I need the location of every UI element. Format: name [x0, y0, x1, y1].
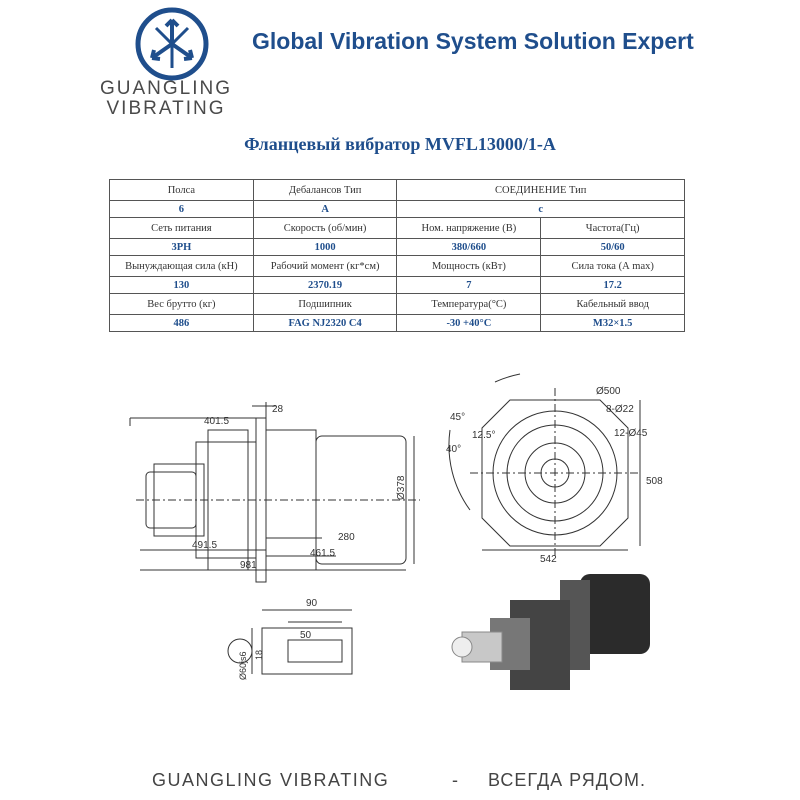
dim-label: 280 [338, 532, 355, 543]
technical-drawing [0, 360, 800, 760]
dim-label: 12-Ø45 [614, 428, 648, 439]
dim-label: 18 [254, 649, 264, 660]
table-cell-label: Вес брутто (кг) [110, 294, 254, 315]
table-cell-value: 17.2 [541, 277, 685, 294]
table-cell-label: Дебалансов Тип [253, 180, 397, 201]
table-row [110, 294, 685, 315]
footer-slogan: ВСЕГДА РЯДОМ. [488, 770, 646, 790]
table-cell-label: Сеть питания [110, 218, 254, 239]
table-cell-value: M32×1.5 [541, 315, 685, 332]
dim-label: Ø500 [596, 386, 621, 397]
table-cell-value: FAG NJ2320 C4 [253, 315, 397, 332]
table-cell-value: 6 [110, 201, 254, 218]
dim-label: 12.5° [472, 430, 496, 441]
table-cell-label: СОЕДИНЕНИЕ Тип [397, 180, 685, 201]
table-cell-label: Подшипник [253, 294, 397, 315]
table-cell-value: 486 [110, 315, 254, 332]
dim-label: Ø378 [396, 475, 407, 500]
table-cell-label: Сила тока (А max) [541, 256, 685, 277]
dim-label: 45° [450, 412, 466, 423]
dim-label: 981 [240, 560, 257, 571]
table-cell-value: 380/660 [397, 239, 541, 256]
table-cell-label: Скорость (об/мин) [253, 218, 397, 239]
vibrator-3d-render [452, 574, 650, 690]
table-cell-label: Мощность (кВт) [397, 256, 541, 277]
dim-label: 461.5 [310, 548, 336, 559]
footer-brand: GUANGLING VIBRATING [152, 770, 390, 790]
front-view-drawing [449, 374, 640, 558]
brand-name-line1: GUANGLING [99, 78, 233, 99]
page-title: Фланцевый вибратор MVFL13000/1-A [244, 134, 556, 154]
side-view-drawing [130, 402, 420, 582]
table-cell-value: 2370.19 [253, 277, 397, 294]
brand-name-line2: VIBRATING [106, 98, 226, 119]
table-cell-label: Ном. напряжение (В) [397, 218, 541, 239]
table-row [110, 239, 685, 256]
table-cell-value: 1000 [253, 239, 397, 256]
table-row [110, 315, 685, 332]
table-cell-value: 50/60 [541, 239, 685, 256]
table-cell-value: 3PH [110, 239, 254, 256]
dim-label: 401.5 [204, 416, 230, 427]
vibration-logo-icon [134, 6, 210, 82]
dim-label: 8-Ø22 [606, 404, 634, 415]
table-cell-value: A [253, 201, 397, 218]
table-row [110, 180, 685, 201]
table-cell-value: c [397, 201, 685, 218]
table-cell-label: Рабочий момент (кг*см) [253, 256, 397, 277]
dim-label: 50 [300, 630, 312, 641]
table-row [110, 218, 685, 239]
footer-separator: - [452, 770, 458, 790]
dim-label: 491.5 [192, 540, 218, 551]
table-cell-label: Частота(Гц) [541, 218, 685, 239]
table-row [110, 256, 685, 277]
dim-label: Ø60js6 [238, 651, 248, 680]
spec-table [109, 179, 685, 332]
table-cell-label: Температура(°С) [397, 294, 541, 315]
dim-label: 40° [446, 444, 462, 455]
table-row [110, 201, 685, 218]
dim-label: 508 [646, 476, 663, 487]
dim-label: 28 [272, 404, 284, 415]
table-cell-value: 130 [110, 277, 254, 294]
dim-label: 90 [306, 598, 318, 609]
table-cell-value: -30 +40°C [397, 315, 541, 332]
table-cell-label: Кабельный ввод [541, 294, 685, 315]
table-row [110, 277, 685, 294]
table-cell-label: Вынуждающая сила (кН) [110, 256, 254, 277]
table-cell-value: 7 [397, 277, 541, 294]
table-cell-label: Полса [110, 180, 254, 201]
tagline: Global Vibration System Solution Expert [252, 28, 694, 54]
dim-label: 542 [540, 554, 557, 565]
